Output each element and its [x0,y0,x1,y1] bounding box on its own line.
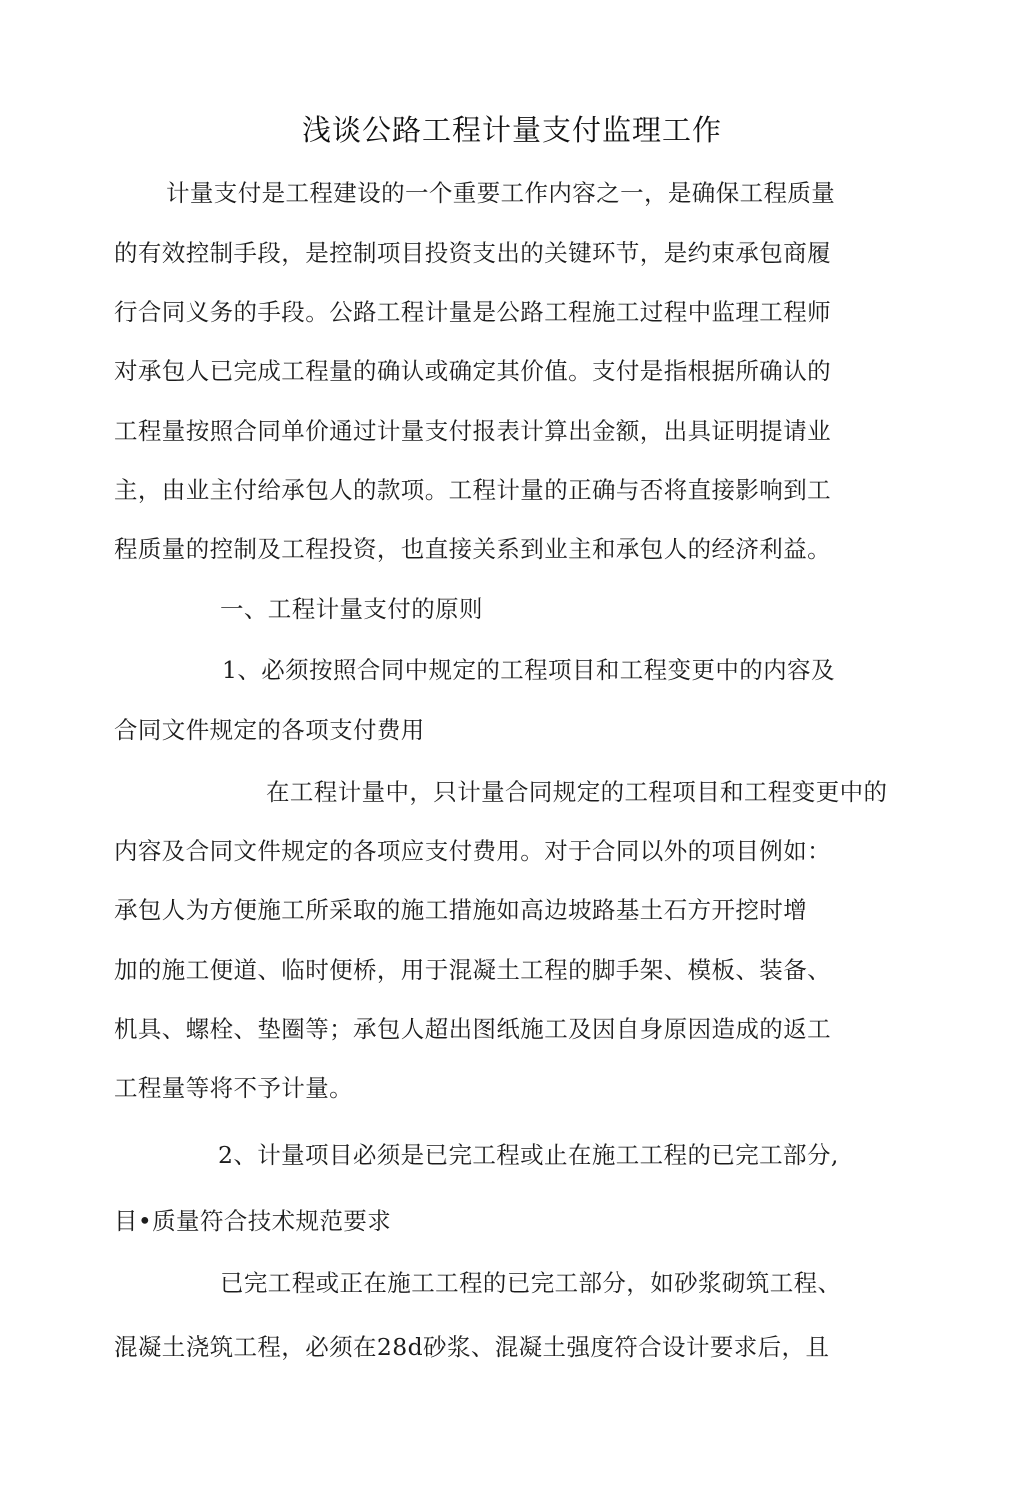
paragraph-line: 的有效控制手段，是控制项目投资支出的关键环节，是约束承包商履 [114,239,831,267]
subsection-heading-continued: 目•质量符合技术规范要求 [114,1207,392,1235]
paragraph-line: 工程量按照合同单价通过计量支付报表计算出金额，出具证明提请业 [114,417,831,445]
paragraph-line: 承包人为方便施工所采取的施工措施如高边坡路基土石方开挖时增 [114,896,808,924]
paragraph-line: 在工程计量中，只计量合同规定的工程项目和工程变更中的 [266,778,888,806]
paragraph-line: 计量支付是工程建设的一个重要工作内容之一，是确保工程质量 [166,179,836,207]
section-heading: 一、工程计量支付的原则 [220,595,483,623]
document-title: 浅谈公路工程计量支付监理工作 [301,113,722,147]
paragraph-line: 加的施工便道、临时便桥，用于混凝土工程的脚手架、模板、装备、 [114,956,831,984]
paragraph-line: 主，由业主付给承包人的款项。工程计量的正确与否将直接影响到工 [114,476,831,504]
paragraph-line: 工程量等将不予计量。 [114,1074,353,1102]
paragraph-line: 行合同义务的手段。公路工程计量是公路工程施工过程中监理工程师 [114,298,831,326]
paragraph-line: 内容及合同文件规定的各项应支付费用。对于合同以外的项目例如： [114,837,831,865]
subsection-heading: 2、计量项目必须是已完工程或止在施工工程的已完工部分, [218,1141,839,1169]
subsection-heading-continued: 合同文件规定的各项支付费用 [114,716,425,744]
paragraph-line: 混凝土浇筑工程，必须在28d砂浆、混凝土强度符合设计要求后，且 [114,1333,830,1361]
paragraph-line: 机具、螺栓、垫圈等；承包人超出图纸施工及因自身原因造成的返工 [114,1015,831,1043]
paragraph-line: 已完工程或正在施工工程的已完工部分，如砂浆砌筑工程、 [220,1269,842,1297]
paragraph-line: 对承包人已完成工程量的确认或确定其价值。支付是指根据所确认的 [114,357,831,385]
subsection-heading: 1、必须按照合同中规定的工程项目和工程变更中的内容及 [222,656,835,684]
paragraph-line: 程质量的控制及工程投资，也直接关系到业主和承包人的经济利益。 [114,535,831,563]
